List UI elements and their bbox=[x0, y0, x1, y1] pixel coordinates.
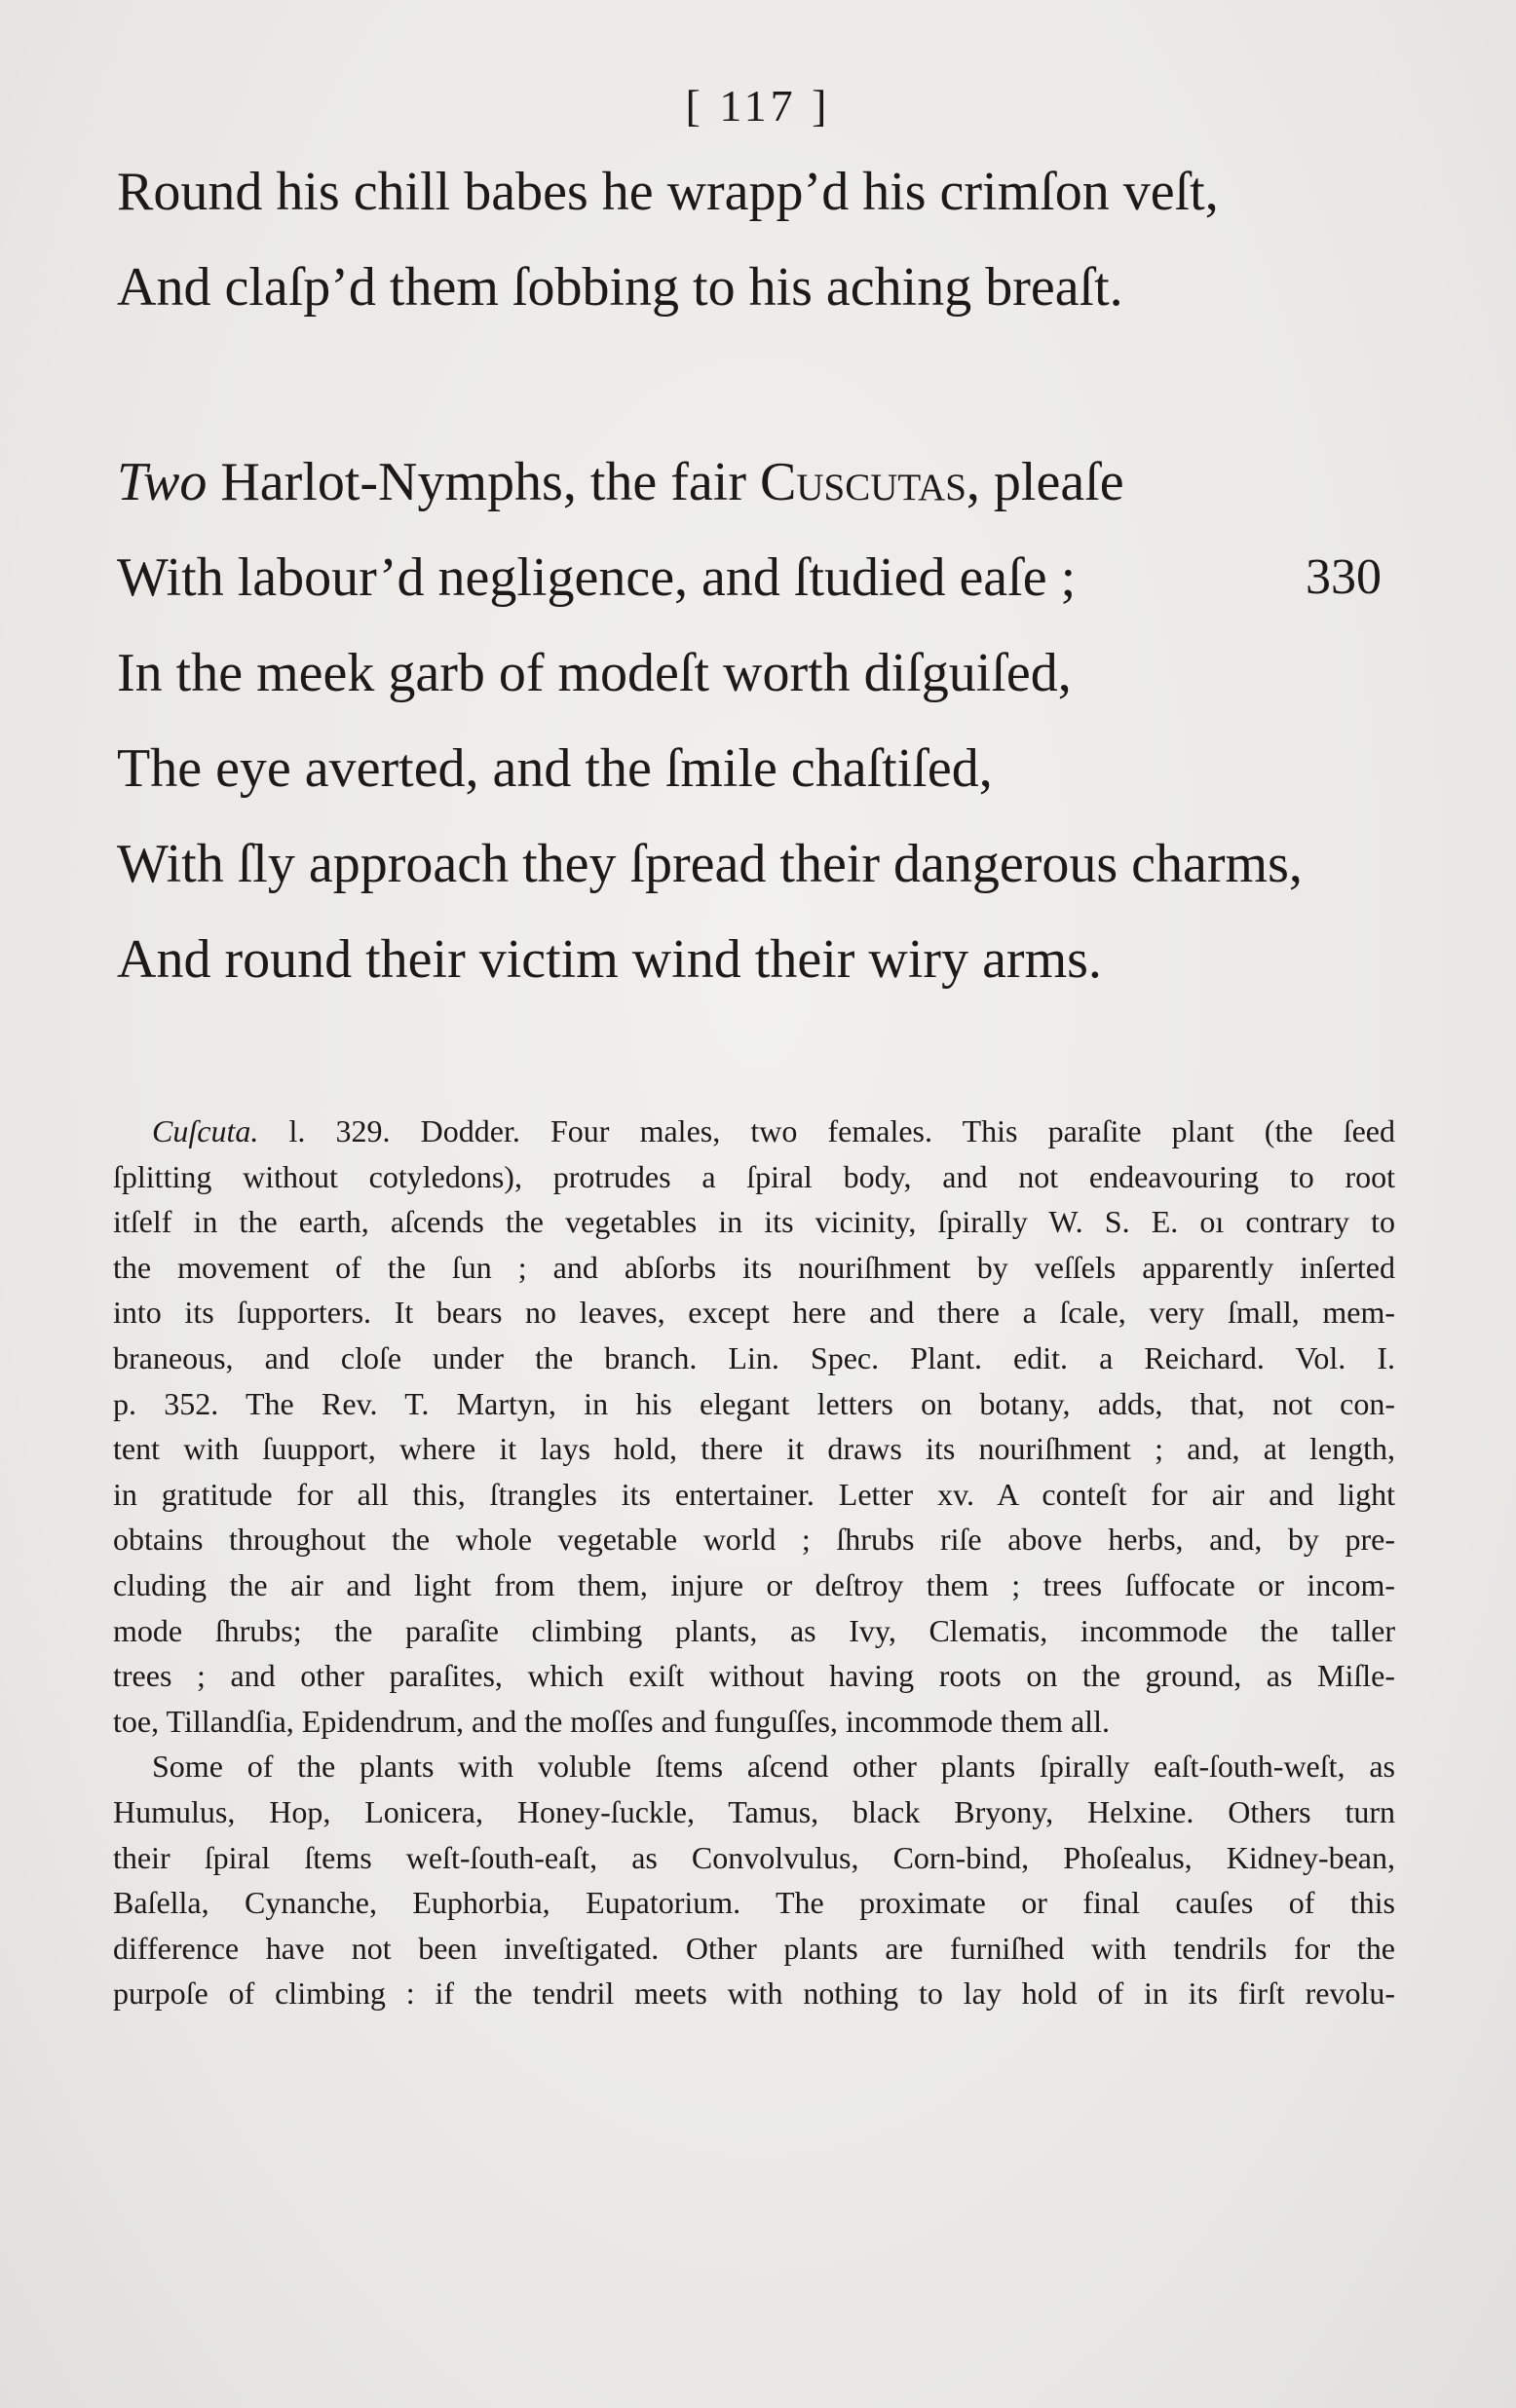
note-line: Humulus, Hop, Lonicera, Honey-ſuckle, Tamus, black Bryony, Helxine. Others turn bbox=[113, 1793, 1395, 1829]
note-lead-term: Cuſcuta. bbox=[152, 1113, 259, 1148]
poem-stanza-2 bbox=[117, 434, 1413, 1007]
verse-line: And round their victim wind their wiry arms. bbox=[117, 929, 1102, 990]
note-line: in gratitude for all this, ſtrangles its entertainer. Letter xv. A conteſt for air and light bbox=[113, 1476, 1395, 1512]
note-line: trees ; and other paraſites, which exiſt without having roots on the ground, as Miſle- bbox=[113, 1658, 1395, 1694]
note-line: cluding the air and light from them, injure or deſtroy them ; trees ſuffocate or incom- bbox=[113, 1566, 1395, 1602]
verse-line: Round his chill babes he wrapp’d his crimſon veſt, bbox=[117, 162, 1219, 222]
note-line: p. 352. The Rev. T. Martyn, in his elegant letters on botany, adds, that, not con- bbox=[113, 1385, 1395, 1421]
note-line: purpoſe of climbing : if the tendril meets with nothing to lay hold of in its firſt revolu- bbox=[113, 1975, 1395, 2012]
note-line: tent with ſuupport, where it lays hold, there it draws its nouriſhment ; and, at length, bbox=[113, 1431, 1395, 1467]
footnote bbox=[113, 1109, 1395, 2016]
note-line: difference have not been inveſtigated. Other plants are furniſhed with tendrils for the bbox=[113, 1930, 1395, 1966]
note-line: ſplitting without cotyledons), protrudes a ſpiral body, and not endeavouring to root bbox=[113, 1158, 1395, 1194]
note-line: their ſpiral ſtems weſt-ſouth-eaſt, as Convolvulus, Corn-bind, Phoſealus, Kidney-bean, bbox=[113, 1839, 1395, 1875]
verse-line bbox=[117, 530, 1413, 625]
footnote-paragraph-1 bbox=[113, 1109, 1395, 1744]
verse-line: And claſp’d them ſobbing to his aching breaſt. bbox=[117, 257, 1123, 318]
note-line: the movement of the ſun ; and abſorbs its nouriſhment by veſſels apparently inſerted bbox=[113, 1249, 1395, 1285]
line-number: 330 bbox=[1306, 549, 1382, 605]
note-line: Baſella, Cynanche, Euphorbia, Eupatorium. The proximate or final cauſes of this bbox=[113, 1885, 1395, 1921]
verse-line-first bbox=[117, 434, 1413, 530]
note-line: braneous, and cloſe under the branch. Lin. Spec. Plant. edit. a Reichard. Vol. I. bbox=[113, 1339, 1395, 1375]
note-line: Some of the plants with voluble ſtems aſcend other plants ſpirally eaſt-ſouth-weſt, as bbox=[152, 1749, 1395, 1785]
note-text: l. 329. Dodder. Four males, two females. This paraſite plant (the ſeed bbox=[258, 1113, 1395, 1148]
poem-stanza-1 bbox=[117, 144, 1413, 335]
verse-text: With labour’d negligence, and ſtudied eaſe ; bbox=[117, 547, 1077, 608]
note-line: obtains throughout the whole vegetable world ; ſhrubs riſe above herbs, and, by pre- bbox=[113, 1522, 1395, 1558]
verse-line: In the meek garb of modeſt worth diſguiſed, bbox=[117, 643, 1072, 703]
verse-line: The eye averted, and the ſmile chaſtiſed, bbox=[117, 738, 993, 799]
note-line: mode ſhrubs; the paraſite climbing plants, as Ivy, Clematis, incommode the taller bbox=[113, 1612, 1395, 1648]
verse-italic-word: Two bbox=[117, 452, 208, 512]
verse-text: Harlot-Nymphs, the fair bbox=[207, 452, 760, 512]
page-number: [ 117 ] bbox=[685, 81, 831, 131]
note-line: into its ſupporters. It bears no leaves, except here and there a ſcale, very ſmall, mem- bbox=[113, 1295, 1395, 1331]
note-line: toe, Tillandſia, Epidendrum, and the moſſes and funguſſes, incommode them all. bbox=[113, 1703, 1110, 1739]
verse-line: With ſly approach they ſpread their dangerous charms, bbox=[117, 834, 1303, 894]
note-line bbox=[113, 1109, 1395, 1154]
verse-smallcaps-name: Cuscutas bbox=[759, 452, 966, 512]
note-line: itſelf in the earth, aſcends the vegetables in its vicinity, ſpirally W. S. E. oı contrary to bbox=[113, 1204, 1395, 1240]
verse-text: , pleaſe bbox=[966, 452, 1124, 512]
footnote-paragraph-2 bbox=[113, 1744, 1395, 2016]
